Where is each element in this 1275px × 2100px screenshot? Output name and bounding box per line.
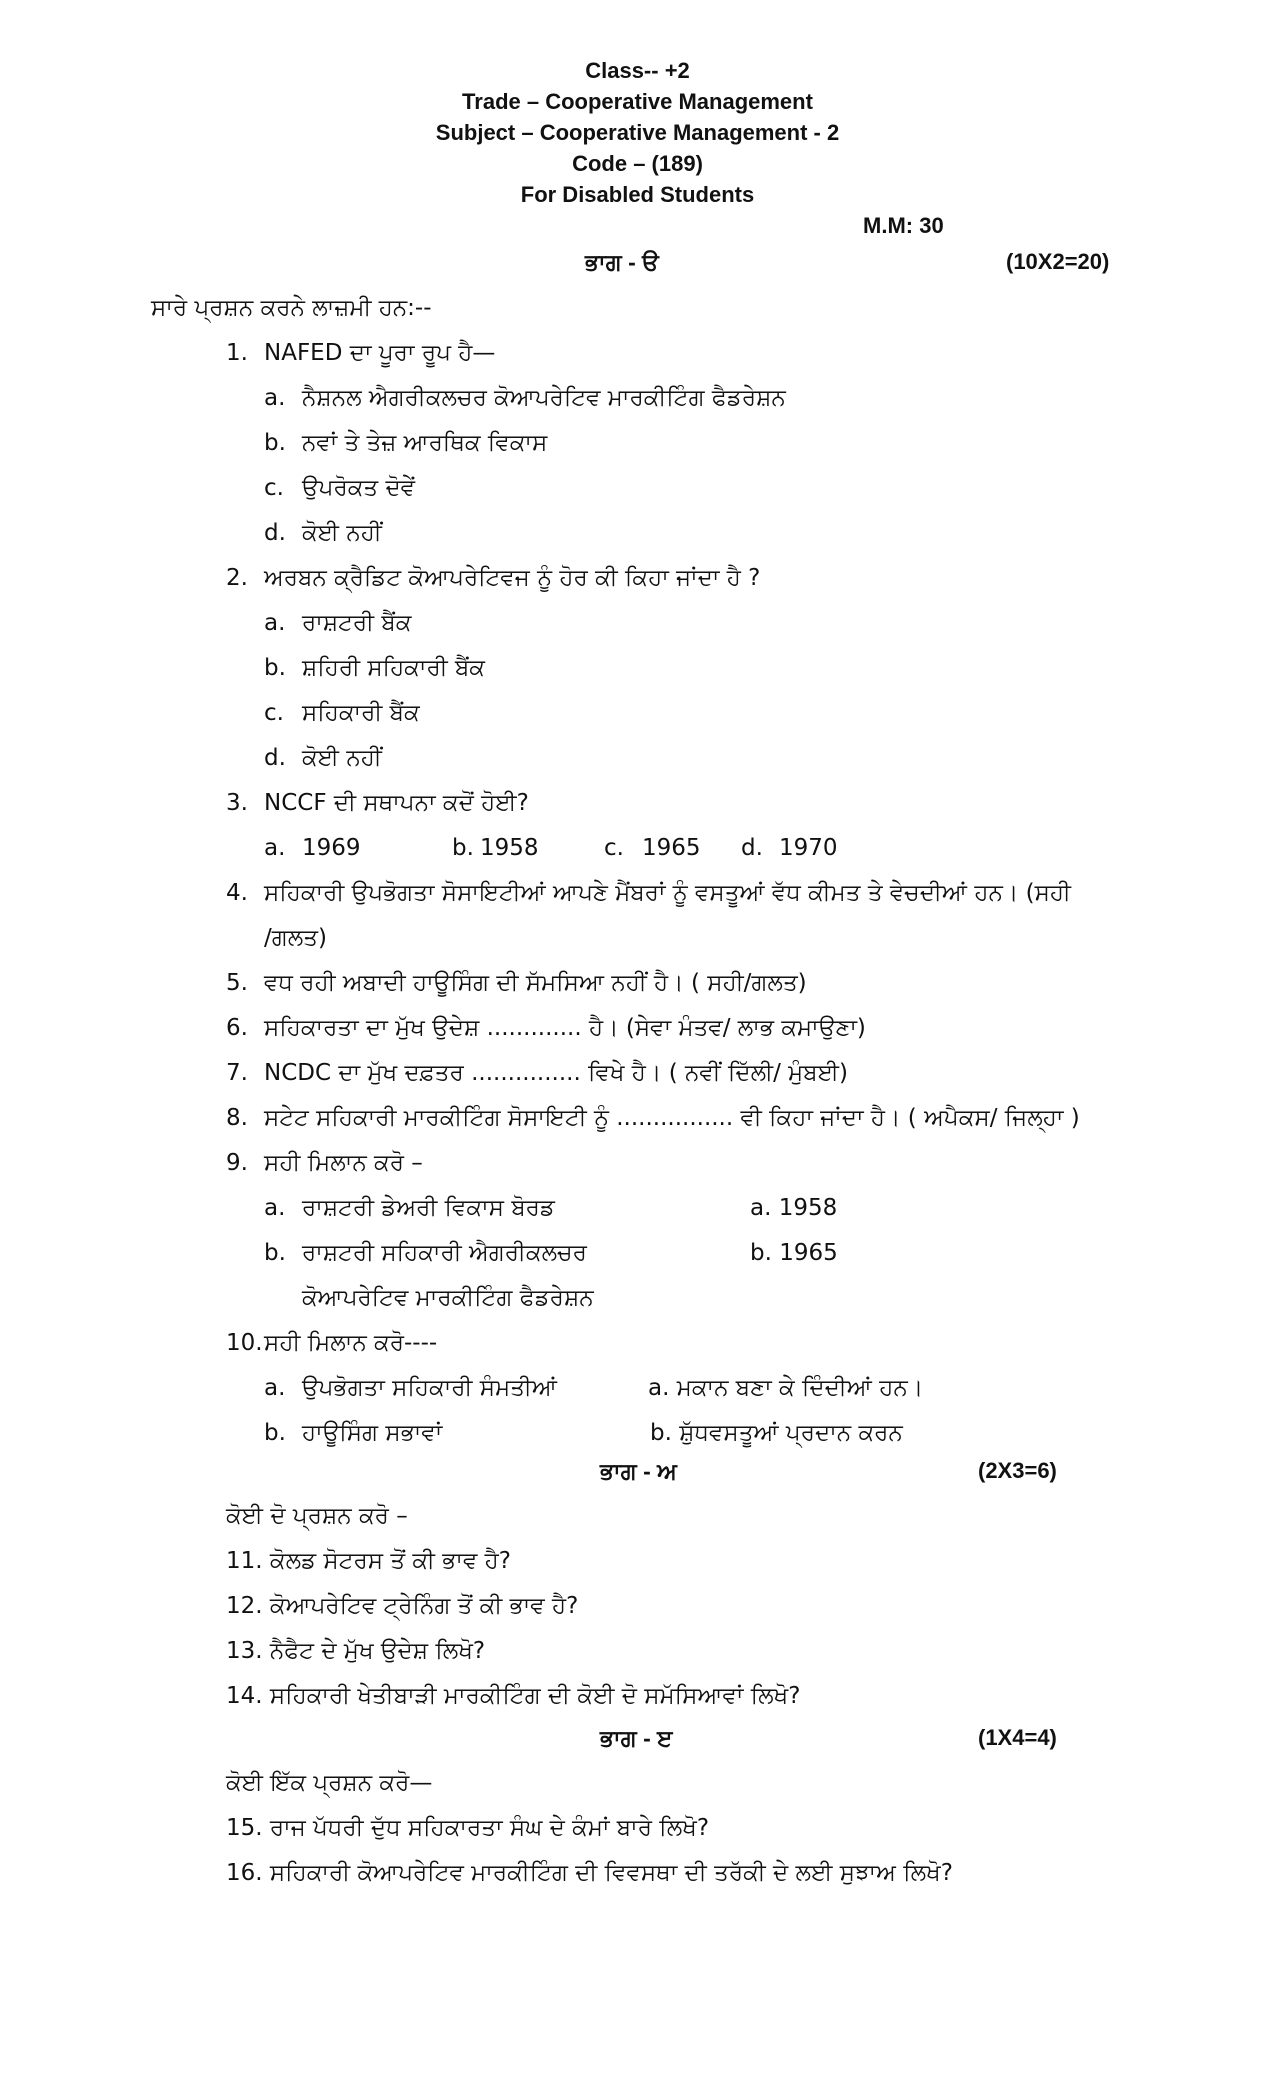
section-b-title: ਭਾਗ - ਅ: [600, 1458, 677, 1484]
match-10b-right: b. ਸ਼ੁੱਧਵਸਤੂਆਂ ਪ੍ਰਦਾਨ ਕਰਨ: [650, 1420, 903, 1446]
question-13: 13. ਨੈਫੈਟ ਦੇ ਮੁੱਖ ਉਦੇਸ਼ ਲਿਖੋ?: [226, 1638, 486, 1664]
section-a-marks: (10X2=20): [1006, 249, 1110, 274]
question-16: 16. ਸਹਿਕਾਰੀ ਕੋਆਪਰੇਟਿਵ ਮਾਰਕੀਟਿੰਗ ਦੀ ਵਿਵਸਥਾ ਦੀ ਤਰੱਕੀ ਦੇ ਲਈ ਸੁਝਾਅ ਲਿਖੋ?: [226, 1860, 953, 1886]
section-c-instruction: ਕੋਈ ਇੱਕ ਪ੍ਰਸ਼ਨ ਕਰੋ—: [226, 1770, 433, 1796]
option-2d: d. ਕੋਈ ਨਹੀਂ: [264, 745, 382, 771]
match-9b-right: b. 1965: [750, 1240, 838, 1266]
match-9b-continuation: ਕੋਆਪਰੇਟਿਵ ਮਾਰਕੀਟਿੰਗ ਫੈਡਰੇਸ਼ਨ: [302, 1285, 594, 1311]
option-3c: c. 1965: [604, 835, 701, 861]
section-b-marks: (2X3=6): [978, 1458, 1057, 1483]
question-4-continuation: /ਗਲਤ): [264, 925, 327, 951]
question-14: 14. ਸਹਿਕਾਰੀ ਖੇਤੀਬਾੜੀ ਮਾਰਕੀਟਿੰਗ ਦੀ ਕੋਈ ਦੋ ਸਮੱਸਿਆਵਾਂ ਲਿਖੋ?: [226, 1683, 801, 1709]
match-9a-left: a. ਰਾਸ਼ਟਰੀ ਡੇਅਰੀ ਵਿਕਾਸ ਬੋਰਡ: [264, 1195, 555, 1221]
question-9: 9. ਸਹੀ ਮਿਲਾਨ ਕਰੋ –: [226, 1150, 423, 1176]
option-1b: b. ਨਵਾਂ ਤੇ ਤੇਜ਼ ਆਰਥਿਕ ਵਿਕਾਸ: [264, 430, 548, 456]
section-b-instruction: ਕੋਈ ਦੋ ਪ੍ਰਸ਼ਨ ਕਰੋ –: [226, 1503, 408, 1529]
section-a-title: ਭਾਗ - ੳ: [585, 249, 659, 275]
option-2a: a. ਰਾਸ਼ਟਰੀ ਬੈਂਕ: [264, 610, 412, 636]
question-12: 12. ਕੋਆਪਰੇਟਿਵ ਟ੍ਰੇਨਿੰਗ ਤੋਂ ਕੀ ਭਾਵ ਹੈ?: [226, 1593, 579, 1619]
option-1a: a. ਨੈਸ਼ਨਲ ਐਗਰੀਕਲਚਰ ਕੋਆਪਰੇਟਿਵ ਮਾਰਕੀਟਿੰਗ ਫੈਡਰੇਸ਼ਨ: [264, 385, 786, 411]
trade-heading: Trade – Cooperative Management: [462, 89, 813, 114]
section-c-marks: (1X4=4): [978, 1725, 1057, 1750]
option-1c: c. ਉਪਰੋਕਤ ਦੋਵੇਂ: [264, 475, 416, 501]
question-3: 3. NCCF ਦੀ ਸਥਾਪਨਾ ਕਦੋਂ ਹੋਈ?: [226, 790, 529, 816]
question-15: 15. ਰਾਜ ਪੱਧਰੀ ਦੁੱਧ ਸਹਿਕਾਰਤਾ ਸੰਘ ਦੇ ਕੰਮਾਂ ਬਾਰੇ ਲਿਖੋ?: [226, 1815, 710, 1841]
option-3b: b. 1958: [452, 835, 539, 861]
subject-heading: Subject – Cooperative Management - 2: [435, 120, 840, 145]
match-9b-left: b. ਰਾਸ਼ਟਰੀ ਸਹਿਕਾਰੀ ਐਗਰੀਕਲਚਰ: [264, 1240, 587, 1266]
option-1d: d. ਕੋਈ ਨਹੀਂ: [264, 520, 382, 546]
audience-heading: For Disabled Students: [520, 182, 755, 207]
option-2b: b. ਸ਼ਹਿਰੀ ਸਹਿਕਾਰੀ ਬੈਂਕ: [264, 655, 485, 681]
question-6: 6. ਸਹਿਕਾਰਤਾ ਦਾ ਮੁੱਖ ਉਦੇਸ਼ ............. ਹੈ। (ਸੇਵਾ ਮੰਤਵ/ ਲਾਭ ਕਮਾਉਣਾ): [226, 1015, 866, 1041]
question-4: 4. ਸਹਿਕਾਰੀ ਉਪਭੋਗਤਾ ਸੋਸਾਇਟੀਆਂ ਆਪਣੇ ਮੈਂਬਰਾਂ ਨੂੰ ਵਸਤੂਆਂ ਵੱਧ ਕੀਮਤ ਤੇ ਵੇਚਦੀਆਂ ਹਨ। (ਸਹੀ: [226, 880, 1071, 906]
option-2c: c. ਸਹਿਕਾਰੀ ਬੈਂਕ: [264, 700, 420, 726]
question-8: 8. ਸਟੇਟ ਸਹਿਕਾਰੀ ਮਾਰਕੀਟਿੰਗ ਸੋਸਾਇਟੀ ਨੂੰ ................ ਵੀ ਕਿਹਾ ਜਾਂਦਾ ਹੈ। ( ਅਪੈਕਸ/ ਜਿਲ੍ਹਾ ): [226, 1105, 1080, 1131]
match-9a-right: a. 1958: [750, 1195, 838, 1221]
question-7: 7. NCDC ਦਾ ਮੁੱਖ ਦਫ਼ਤਰ ............... ਵਿਖੇ ਹੈ। ( ਨਵੀਂ ਦਿੱਲੀ/ ਮੁੰਬਈ): [226, 1060, 848, 1086]
code-heading: Code – (189): [572, 151, 703, 176]
max-marks: M.M: 30: [863, 213, 944, 238]
question-2: 2. ਅਰਬਨ ਕ੍ਰੈਡਿਟ ਕੋਆਪਰੇਟਿਵਜ ਨੂੰ ਹੋਰ ਕੀ ਕਿਹਾ ਜਾਂਦਾ ਹੈ ?: [226, 565, 761, 591]
match-10a-right: a. ਮਕਾਨ ਬਣਾ ਕੇ ਦਿੰਦੀਆਂ ਹਨ।: [648, 1375, 924, 1401]
section-c-title: ਭਾਗ - ੲ: [600, 1725, 673, 1751]
question-5: 5. ਵਧ ਰਹੀ ਅਬਾਦੀ ਹਾਊਸਿੰਗ ਦੀ ਸੱਮਸਿਆ ਨਹੀਂ ਹੈ। ( ਸਹੀ/ਗਲਤ): [226, 970, 807, 996]
option-3a: a. 1969: [264, 835, 361, 861]
question-1: 1. NAFED ਦਾ ਪੂਰਾ ਰੂਪ ਹੈ—: [226, 340, 496, 366]
question-11: 11. ਕੋਲਡ ਸੋਟਰਸ ਤੋਂ ਕੀ ਭਾਵ ਹੈ?: [226, 1548, 512, 1574]
question-10: 10.ਸਹੀ ਮਿਲਾਨ ਕਰੋ----: [226, 1330, 438, 1356]
section-a-instruction: ਸਾਰੇ ਪ੍ਰਸ਼ਨ ਕਰਨੇ ਲਾਜ਼ਮੀ ਹਨ:--: [151, 295, 432, 321]
match-10b-left: b. ਹਾਊਸਿੰਗ ਸਭਾਵਾਂ: [264, 1420, 443, 1446]
option-3d: d. 1970: [741, 835, 838, 861]
match-10a-left: a. ਉਪਭੋਗਤਾ ਸਹਿਕਾਰੀ ਸੰਮਤੀਆਂ: [264, 1375, 557, 1401]
class-heading: Class-- +2: [585, 58, 690, 83]
